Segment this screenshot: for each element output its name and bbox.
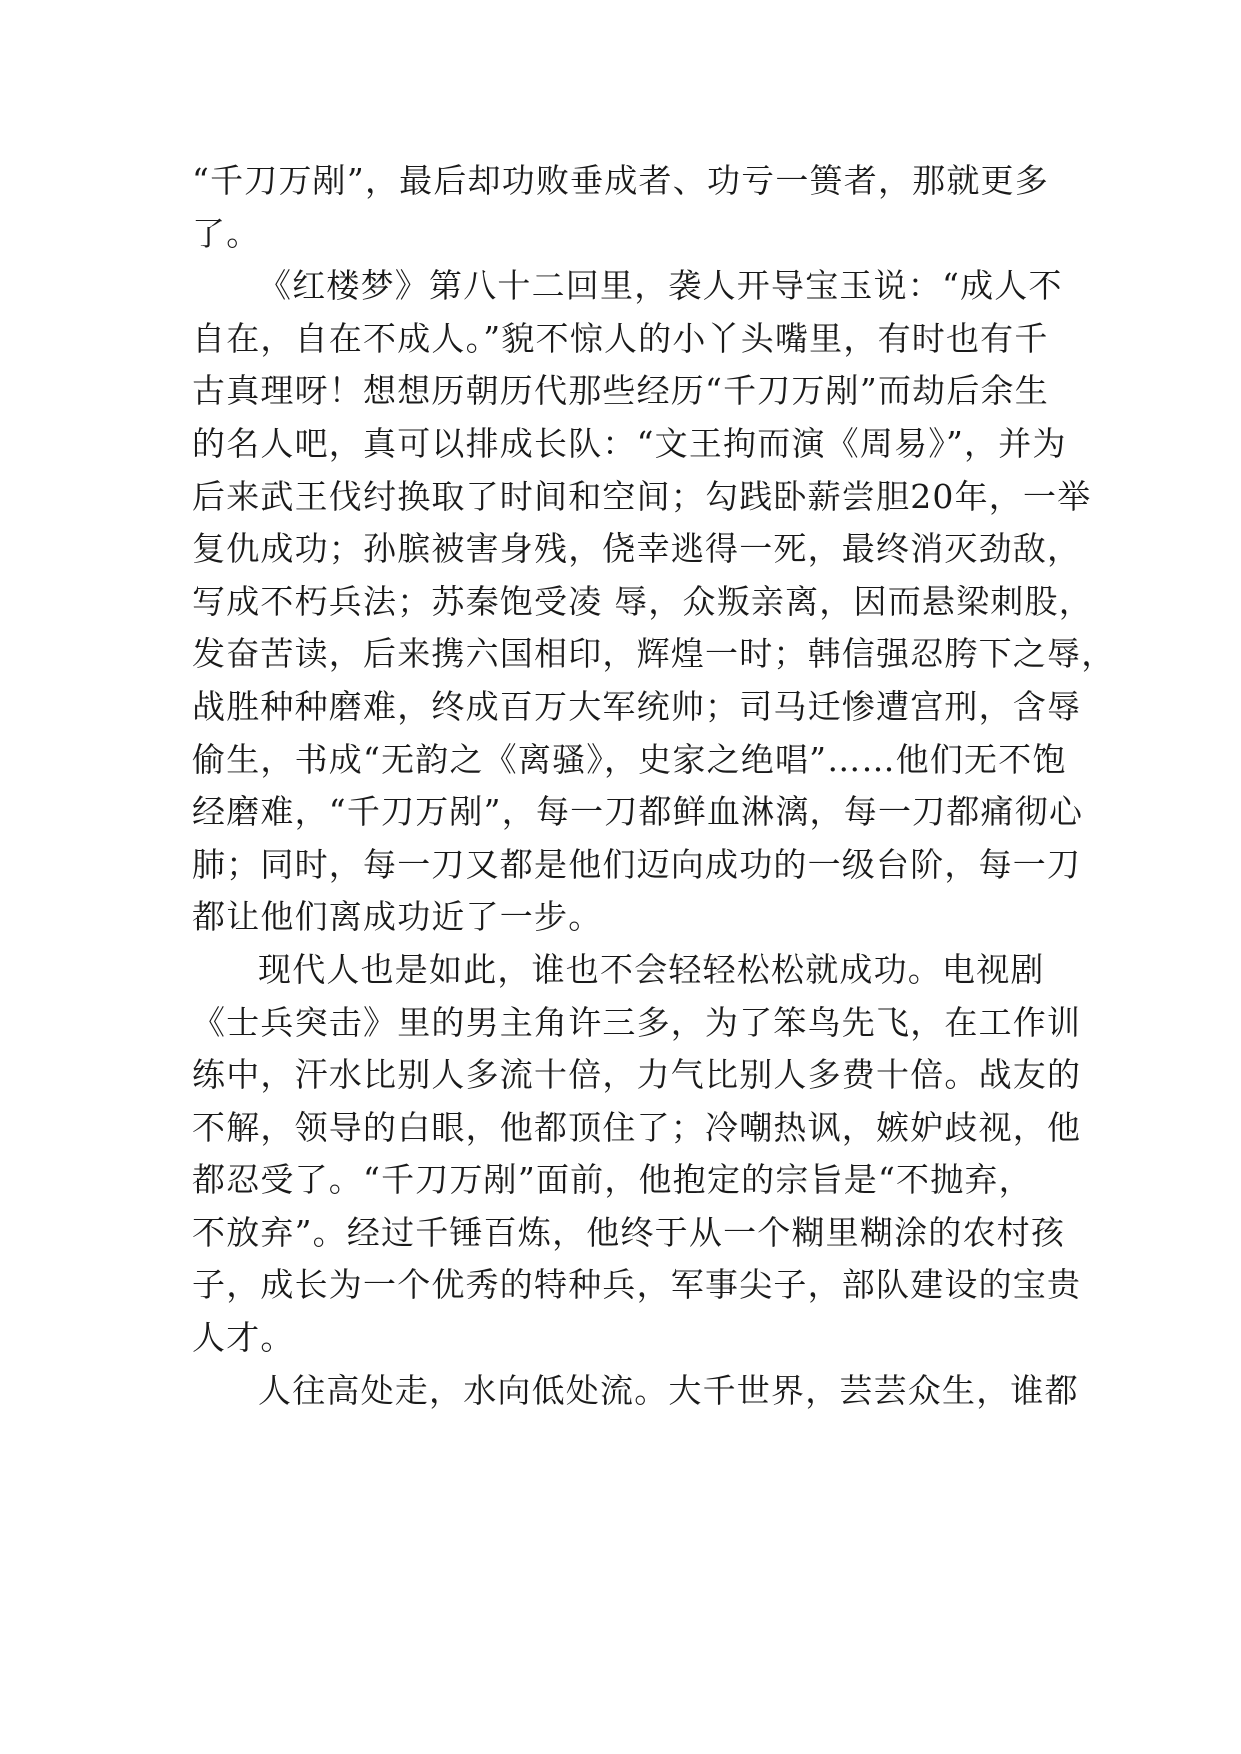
paragraph-start-line: 《红楼梦》第八十二回里，袭人开导宝玉说：“成人不 — [258, 266, 1063, 306]
text-line: 都忍受了。“千刀万剐”面前，他抱定的宗旨是“不抛弃， — [192, 1160, 1033, 1200]
article-body — [192, 155, 1116, 1417]
text-line: 自在，自在不成人。”貌不惊人的小丫头嘴里，有时也有千 — [192, 318, 1049, 358]
text-line: 复仇成功；孙膑被害身残，侥幸逃得一死，最终消灭劲敌， — [192, 529, 1082, 569]
text-line: “千刀万剐”，最后却功败垂成者、功亏一篑者，那就更多 — [192, 161, 1049, 200]
text-line: 古真理呀！想想历朝历代那些经历“千刀万剐”而劫后余生 — [192, 371, 1049, 411]
text-line: 发奋苦读，后来携六国相印，辉煌一时；韩信强忍胯下之辱， — [192, 634, 1116, 674]
text-line: 不放弃”。经过千锤百炼，他终于从一个糊里糊涂的农村孩 — [192, 1212, 1066, 1252]
text-line: 偷生，书成“无韵之《离骚》，史家之绝唱”……他们无不饱 — [192, 739, 1067, 779]
text-line: 后来武王伐纣换取了时间和空间；勾践卧薪尝胆20年，一举 — [192, 476, 1092, 516]
text-line: 人才。 — [192, 1318, 295, 1358]
text-line: 《士兵突击》里的男主角许三多，为了笨鸟先飞，在工作训 — [192, 1002, 1082, 1042]
text-line: 不解，领导的白眼，他都顶住了；冷嘲热讽，嫉妒歧视，他 — [192, 1107, 1082, 1147]
text-line: 了。 — [192, 213, 261, 253]
text-line: 子，成长为一个优秀的特种兵，军事尖子，部队建设的宝贵 — [192, 1265, 1082, 1305]
text-line: 写成不朽兵法；苏秦饱受凌 辱，众叛亲离，因而悬梁刺股， — [192, 581, 1093, 621]
text-line: 练中，汗水比别人多流十倍，力气比别人多费十倍。战友的 — [192, 1055, 1082, 1095]
paragraph-start-line: 人往高处走，水向低处流。大千世界，芸芸众生，谁都 — [258, 1370, 1079, 1410]
text-line: 战胜种种磨难，终成百万大军统帅；司马迁惨遭宫刑，含辱 — [192, 686, 1082, 726]
text-line: 肺；同时，每一刀又都是他们迈向成功的一级台阶，每一刀 — [192, 844, 1082, 884]
text-line: 的名人吧，真可以排成长队：“文王拘而演《周易》”，并为 — [192, 423, 1067, 463]
text-line: 都让他们离成功近了一步。 — [192, 897, 603, 937]
text-line: 经磨难，“千刀万剐”，每一刀都鲜血淋漓，每一刀都痛彻心 — [192, 792, 1084, 832]
paragraph-start-line: 现代人也是如此，谁也不会轻轻松松就成功。电视剧 — [258, 949, 1045, 989]
